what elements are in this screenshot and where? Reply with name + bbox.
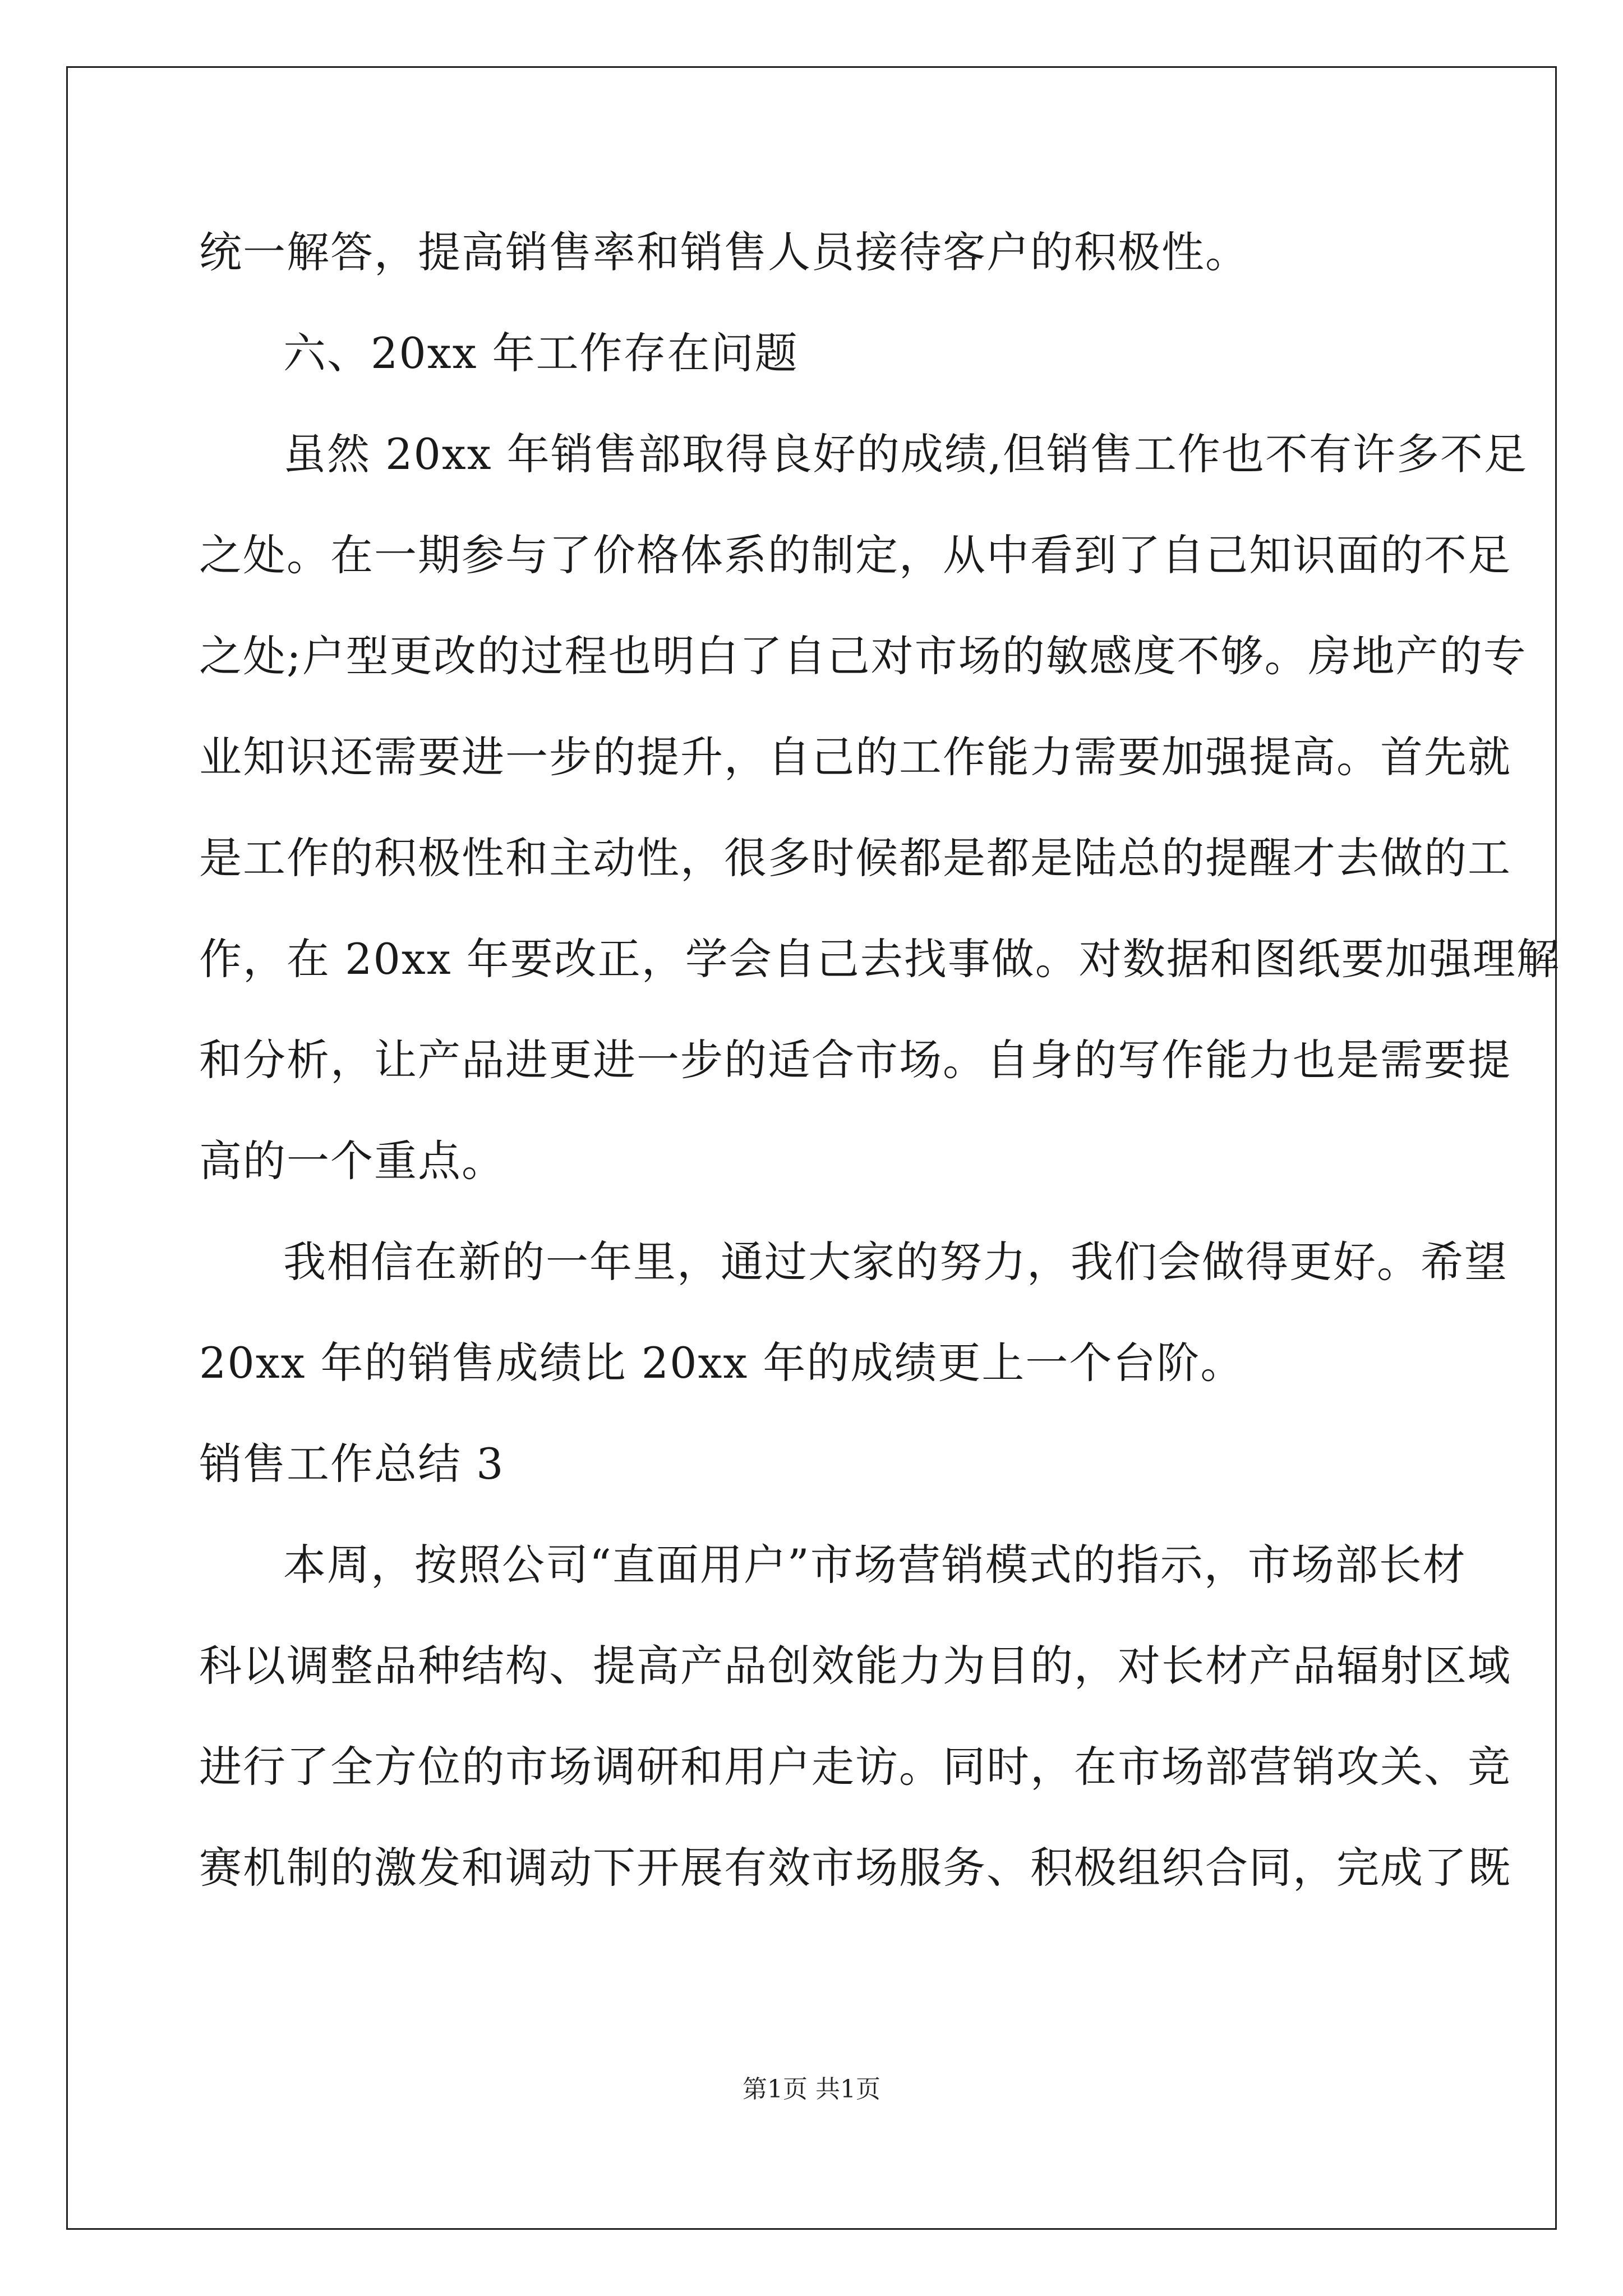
page-footer: 第1页 共1页 [743,2075,880,2104]
paragraph-line: 和分析，让产品进更进一步的适合市场。自身的写作能力也是需要提 [199,1035,1511,1085]
paragraph-line: 我相信在新的一年里，通过大家的努力，我们会做得更好。希望 [283,1237,1508,1287]
paragraph-line: 20xx 年的销售成绩比 20xx 年的成绩更上一个台阶。 [199,1338,1244,1388]
paragraph-line: 业知识还需要进一步的提升，自己的工作能力需要加强提高。首先就 [199,732,1511,782]
paragraph-line: 高的一个重点。 [199,1136,505,1186]
paragraph-line: 是工作的积极性和主动性，很多时候都是都是陆总的提醒才去做的工 [199,833,1511,883]
paragraph-line: 本周，按照公司“直面用户”市场营销模式的指示，市场部长材 [283,1540,1467,1590]
paragraph-line: 科以调整品种结构、提高产品创效能力为目的，对长材产品辐射区域 [199,1641,1511,1691]
paragraph-line: 赛机制的激发和调动下开展有效市场服务、积极组织合同，完成了既 [199,1843,1511,1893]
section-title: 销售工作总结 3 [199,1439,505,1489]
paragraph-line: 虽然 20xx 年销售部取得良好的成绩,但销售工作也不有许多不足 [283,429,1528,479]
section-heading: 六、20xx 年工作存在问题 [283,328,799,378]
paragraph-line: 进行了全方位的市场调研和用户走访。同时，在市场部营销攻关、竞 [199,1742,1511,1792]
paragraph-line: 之处。在一期参与了价格体系的制定，从中看到了自己知识面的不足 [199,530,1511,580]
paragraph-line: 之处;户型更改的过程也明白了自己对市场的敏感度不够。房地产的专 [199,631,1527,681]
paragraph-line: 作，在 20xx 年要改正，学会自己去找事做。对数据和图纸要加强理解 [199,934,1560,984]
paragraph-line: 统一解答，提高销售率和销售人员接待客户的积极性。 [199,227,1249,277]
